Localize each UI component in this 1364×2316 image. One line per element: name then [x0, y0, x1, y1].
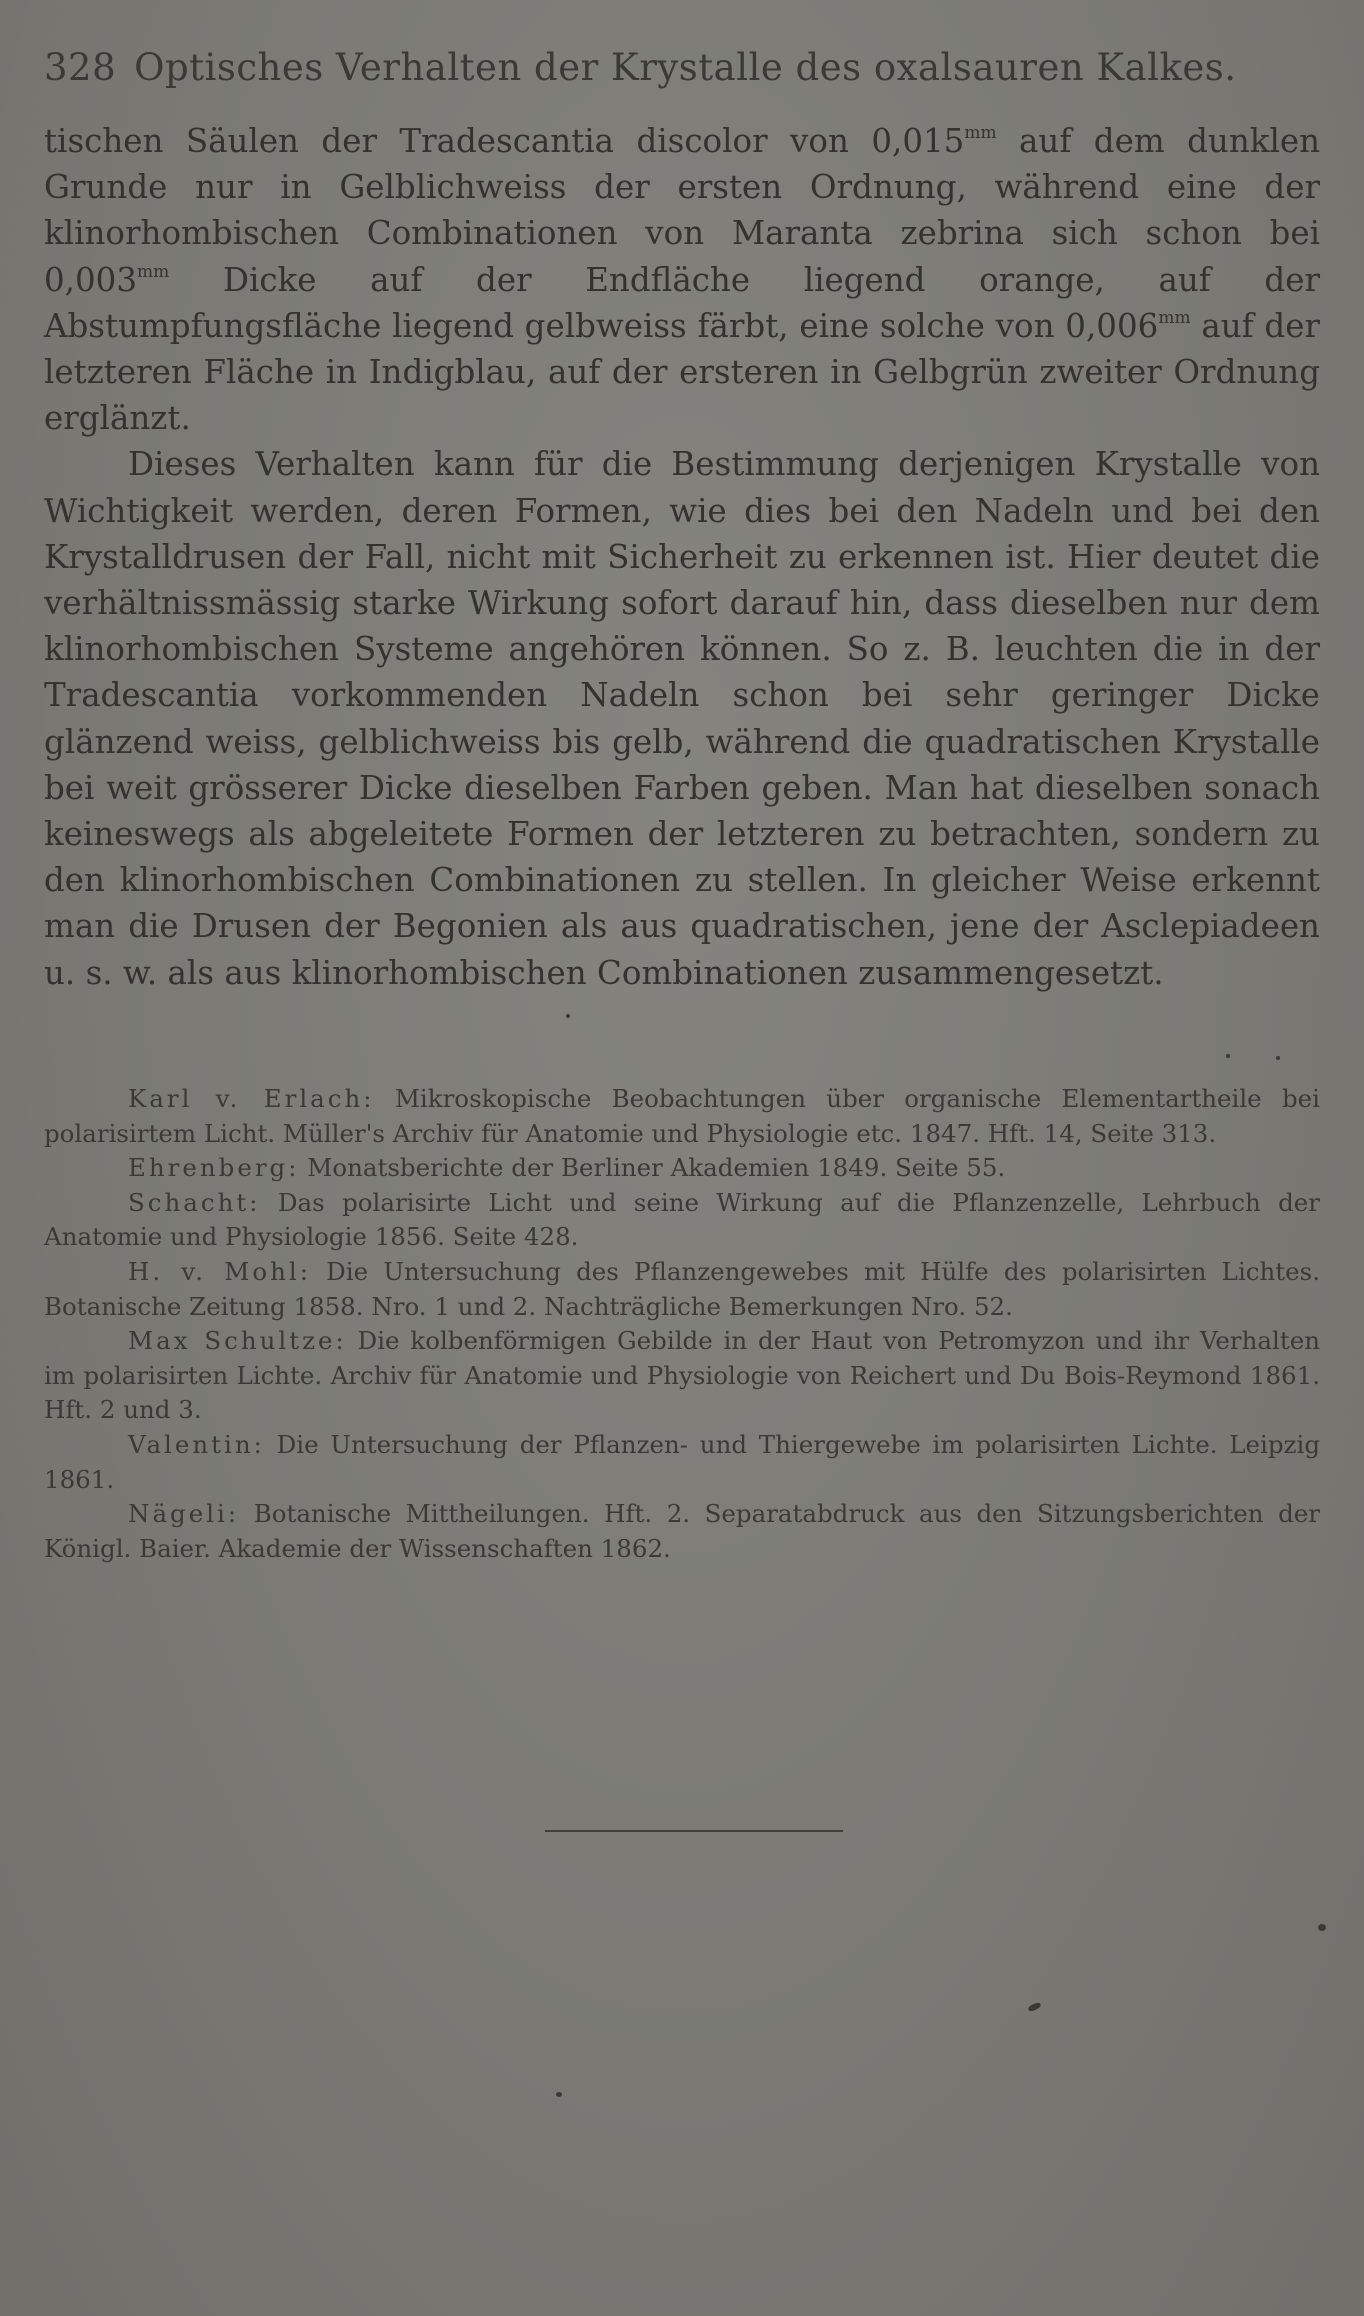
paragraph-2: Dieses Verhalten kann für die Bestimmung derjenigen Krystalle von Wichtigkeit werden, deren Formen, wie dies bei den Nadeln und bei den Krystalldrusen der Fall, nicht mit Sicherheit zu erkennen ist. Hier deutet die verhältnissmässig starke Wirkung sofort darauf hin, dass dieselben nur dem klinorhombischen Systeme angehören können. So z. B. leuchten die in der Tradescantia vorkommenden Nadeln schon bei sehr geringer Dicke glänzend weiss, gelblichweiss bis gelb, während die quadratischen Krystalle bei weit grösserer Dicke dieselben Farben geben. Man hat dieselben sonach keineswegs als abgeleitete Formen der letzteren zu betrachten, sondern zu den klinorhombischen Combinationen zu stellen. In gleicher Weise erkennt man die Drusen der Begonien als aus quadratischen, jene der Asclepiadeen u. s. w. als aus klinorhombischen Combinationen zusammengesetzt.	[44, 445, 1320, 992]
unit-superscript: mm	[1158, 307, 1191, 328]
paragraph-1	[44, 118, 1320, 441]
running-header	[44, 46, 1324, 89]
paragraph-1-part-b: auf dem dunklen Grunde nur in Gelblichweiss der ersten Ordnung, während eine der klinorhombischen Combinationen von Maranta zebrina sich schon bei 0,003	[44, 122, 1321, 299]
reference-item	[44, 1428, 1320, 1497]
reference-item	[44, 1186, 1320, 1255]
reference-author: Ehrenberg:	[128, 1153, 300, 1183]
reference-item	[44, 1082, 1320, 1151]
reference-author: Karl v. Erlach:	[128, 1084, 375, 1113]
ink-speck	[1027, 2002, 1041, 2013]
ink-speck	[1276, 1056, 1280, 1060]
ink-speck	[1318, 1924, 1326, 1931]
ink-speck	[556, 2092, 562, 2097]
reference-text: Die Untersuchung des Pflanzengewebes mit Hülfe des polarisirten Lichtes. Botanische Zeitung 1858. Nro. 1 und 2. Nachträgliche Bemerkungen Nro. 52.	[44, 1256, 1320, 1321]
ink-speck	[1226, 1054, 1230, 1058]
reference-text: Die kolbenförmigen Gebilde in der Haut von Petromyzon und ihr Verhalten im polarisirten Lichte. Archiv für Anatomie und Physiologie von Reichert und Du Bois-Reymond 1861. Hft. 2 und 3.	[44, 1326, 1320, 1425]
reference-author: Valentin:	[128, 1429, 265, 1459]
reference-item	[44, 1497, 1320, 1566]
ink-speck	[566, 1014, 570, 1018]
reference-author: Schacht:	[128, 1187, 261, 1217]
reference-text: Botanische Mittheilungen. Hft. 2. Separatabdruck aus den Sitzungsberichten der Königl. Baier. Akademie der Wissenschaften 1862.	[44, 1499, 1320, 1563]
reference-item	[44, 1151, 1320, 1186]
reference-author: Max Schultze:	[128, 1326, 347, 1356]
references-list	[44, 1082, 1320, 1566]
paragraph-1-part-d: auf der letzteren Fläche in Indigblau, auf der ersteren in Gelbgrün zweiter Ordnung erglänzt.	[44, 306, 1320, 438]
reference-text: Monatsberichte der Berliner Akademien 1849. Seite 55.	[299, 1153, 1006, 1183]
unit-superscript: mm	[964, 123, 997, 143]
closing-rule	[545, 1830, 843, 1832]
page-number: 328	[44, 46, 117, 89]
unit-superscript: mm	[137, 261, 170, 282]
main-text	[44, 118, 1320, 996]
reference-text: Mikroskopische Beobachtungen über organische Elementartheile bei polarisirtem Licht. Müller's Archiv für Anatomie und Physiologie etc. 1847. Hft. 14, Seite 313.	[44, 1084, 1320, 1148]
paragraph-1-part-a: tischen Säulen der Tradescantia discolor von 0,015	[44, 122, 965, 160]
reference-item	[44, 1324, 1320, 1428]
reference-text: Die Untersuchung der Pflanzen- und Thiergewebe im polarisirten Lichte. Leipzig 1861.	[44, 1429, 1320, 1494]
reference-author: H. v. Mohl:	[128, 1256, 311, 1286]
reference-item	[44, 1255, 1320, 1324]
paragraph-1-part-c: Dicke auf der Endfläche liegend orange, auf der Abstumpfungsfläche liegend gelbweiss färbt, eine solche von 0,006	[44, 260, 1320, 345]
running-title: Optisches Verhalten der Krystalle des oxalsauren Kalkes.	[134, 46, 1237, 89]
reference-text: Das polarisirte Licht und seine Wirkung auf die Pflanzenzelle, Lehrbuch der Anatomie und Physiologie 1856. Seite 428.	[44, 1187, 1320, 1252]
reference-author: Nägeli:	[128, 1499, 240, 1529]
